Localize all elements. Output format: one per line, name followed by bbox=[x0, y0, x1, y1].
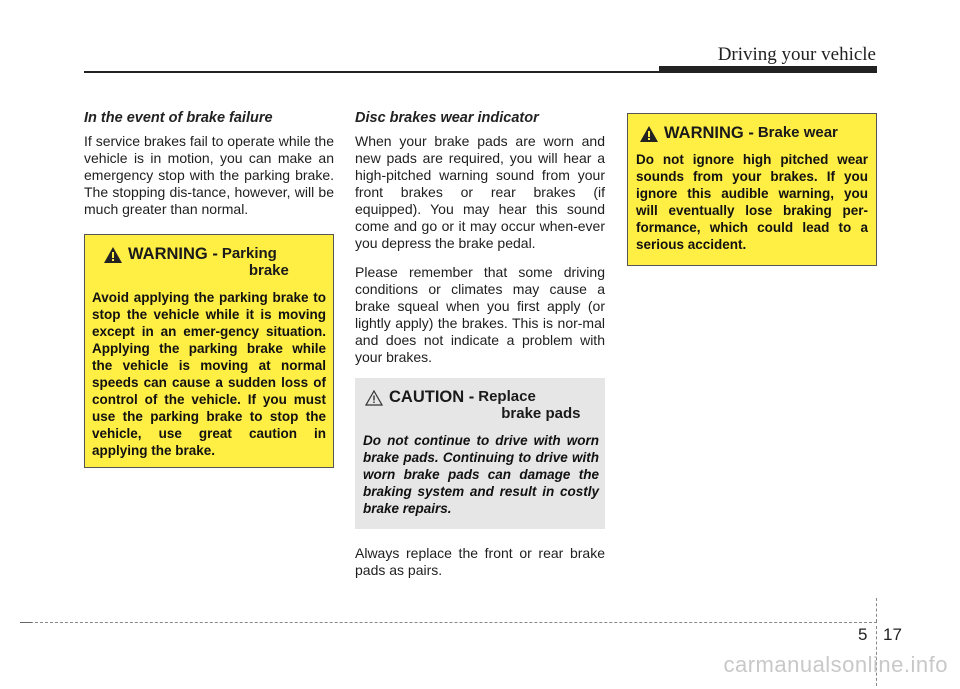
footer-rule-start bbox=[20, 622, 32, 623]
warning-subject: Brake wear bbox=[757, 124, 838, 141]
caution-keyword: CAUTION - bbox=[389, 388, 475, 406]
paragraph-replace-pads: Always replace the front or rear brake pads as pairs. bbox=[355, 545, 605, 578]
warning-box-parking-brake bbox=[84, 234, 334, 468]
warning-text-brake-wear: Do not ignore high pitched wear sounds from your brakes. If you ignore this audible warning, you will eventually lose braking per-formance, which could lead to a serious accident. bbox=[636, 152, 868, 252]
warning-subject: Parking brake bbox=[221, 245, 289, 279]
warning-box-brake-wear bbox=[627, 113, 877, 266]
header-rule-accent bbox=[659, 66, 877, 73]
paragraph-brake-failure: If service brakes fail to operate while the vehicle is in motion, you can make an emergency stop with the parking brake. The stopping dis-tance, however, will be much greater than normal. bbox=[84, 133, 334, 217]
chapter-number: 5 bbox=[858, 625, 868, 644]
warning-keyword: WARNING - bbox=[128, 245, 218, 263]
paragraph-disc-brakes-2: Please remember that some driving conditions or climates may cause a brake squeal when you first apply (or lightly apply) the brakes. This is nor-mal and does not indicate a problem with your brakes. bbox=[355, 264, 605, 365]
footer-rule bbox=[20, 622, 877, 624]
warning-text-parking-brake: Avoid applying the parking brake to stop the vehicle while it is moving except in an emer-gency situation. Applying the parking brake while the vehicle is moving at normal speeds can cause a sudden loss of control of the vehicle. If you must use the parking brake to stop the vehicle, use great caution in applying the brake. bbox=[92, 290, 326, 458]
caution-text-brake-pads: Do not continue to drive with worn brake pads. Continuing to drive with worn brake pads can damage the braking system and result in costly brake repairs. bbox=[363, 433, 599, 516]
paragraph-disc-brakes-1: When your brake pads are worn and new pads are required, you will hear a high-pitched warning sound from your front brakes or rear brakes (if equipped). You may hear this sound come and go or it may occur when-ever you depress the brake pedal. bbox=[355, 133, 605, 251]
watermark: carmanualsonline.info bbox=[723, 652, 948, 677]
column-brake-failure bbox=[84, 110, 334, 468]
caution-title bbox=[365, 388, 599, 422]
section-heading-brake-failure: In the event of brake failure bbox=[84, 110, 273, 126]
warning-title-brake-wear bbox=[640, 124, 868, 143]
section-heading-disc-brakes: Disc brakes wear indicator bbox=[355, 110, 539, 126]
page-number: 17 bbox=[883, 625, 902, 644]
page-number-divider-top bbox=[876, 598, 878, 622]
caution-box-brake-pads bbox=[355, 378, 605, 529]
caution-triangle-icon bbox=[365, 390, 383, 406]
caution-subject: Replace brake pads bbox=[478, 388, 581, 422]
column-brake-wear bbox=[627, 113, 877, 266]
page-header-title: Driving your vehicle bbox=[717, 44, 876, 65]
warning-triangle-icon bbox=[640, 126, 658, 142]
warning-keyword: WARNING - bbox=[664, 124, 754, 142]
warning-triangle-icon bbox=[104, 247, 122, 263]
warning-title bbox=[104, 245, 326, 279]
column-disc-brakes bbox=[355, 110, 605, 591]
header-rule bbox=[84, 71, 660, 73]
